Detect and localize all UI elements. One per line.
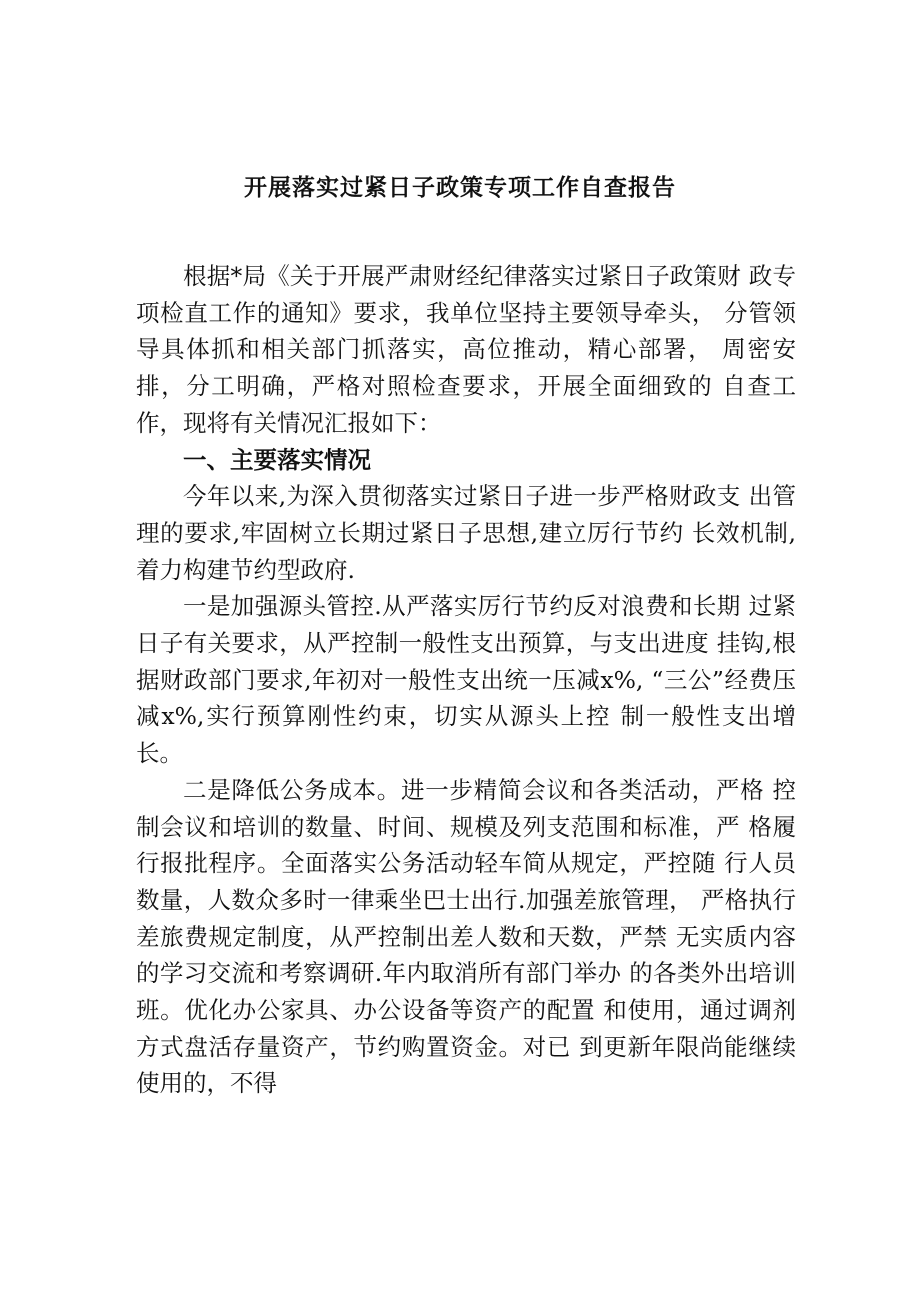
paragraph-intro: 根据*局《关于开展严肃财经纪律落实过紧日子政策财 政专项检直工作的通知》要求，我单位坚持主要领导牵头， 分管领导具体抓和相关部门抓落实，高位推动，精心部署， 周密安排，分工明确，严格对照检查要求，开展全面细致的 自查工作，现将有关情况汇报如下： bbox=[136, 262, 796, 437]
document-body bbox=[136, 258, 796, 1102]
paragraph-overview: 今年以来,为深入贯彻落实过紧日子进一步严格财政支 出管理的要求,牢固树立长期过紧日子思想,建立厉行节约 长效机制,着力构建节约型政府. bbox=[136, 482, 796, 584]
paragraph-reduce-costs: 二是降低公务成本。进一步精简会议和各类活动，严格 控制会议和培训的数量、时间、规模及列支范围和标准，严 格履行报批程序。全面落实公务活动轻车简从规定，严控随 行人员数量，人数众多时一律乘坐巴士出行.加强差旅管理， 严格执行差旅费规定制度，从严控制出差人数和天数，严禁 无实质内容的学习交流和考察调研.年内取消所有部门举办 的各类外出培训班。优化办公家具、办公设备等资产的配置 和使用，通过调剂方式盘活存量资产，节约购置资金。对已 到更新年限尚能继续使用的，不得 bbox=[136, 775, 796, 1098]
document-title: 开展落实过紧日子政策专项工作自查报告 bbox=[244, 174, 676, 201]
section-heading-main-implementation: 一、主要落实情况 bbox=[183, 445, 371, 474]
paragraph-source-control: 一是加强源头管控.从严落实厉行节约反对浪费和长期 过紧日子有关要求，从严控制一般性支出预算，与支出进度 挂钩,根据财政部门要求,年初对一般性支出统一压减x%, “三公”经费压减x%,实行预算刚性约束，切实从源头上控 制一般性支出增长。 bbox=[136, 592, 796, 768]
